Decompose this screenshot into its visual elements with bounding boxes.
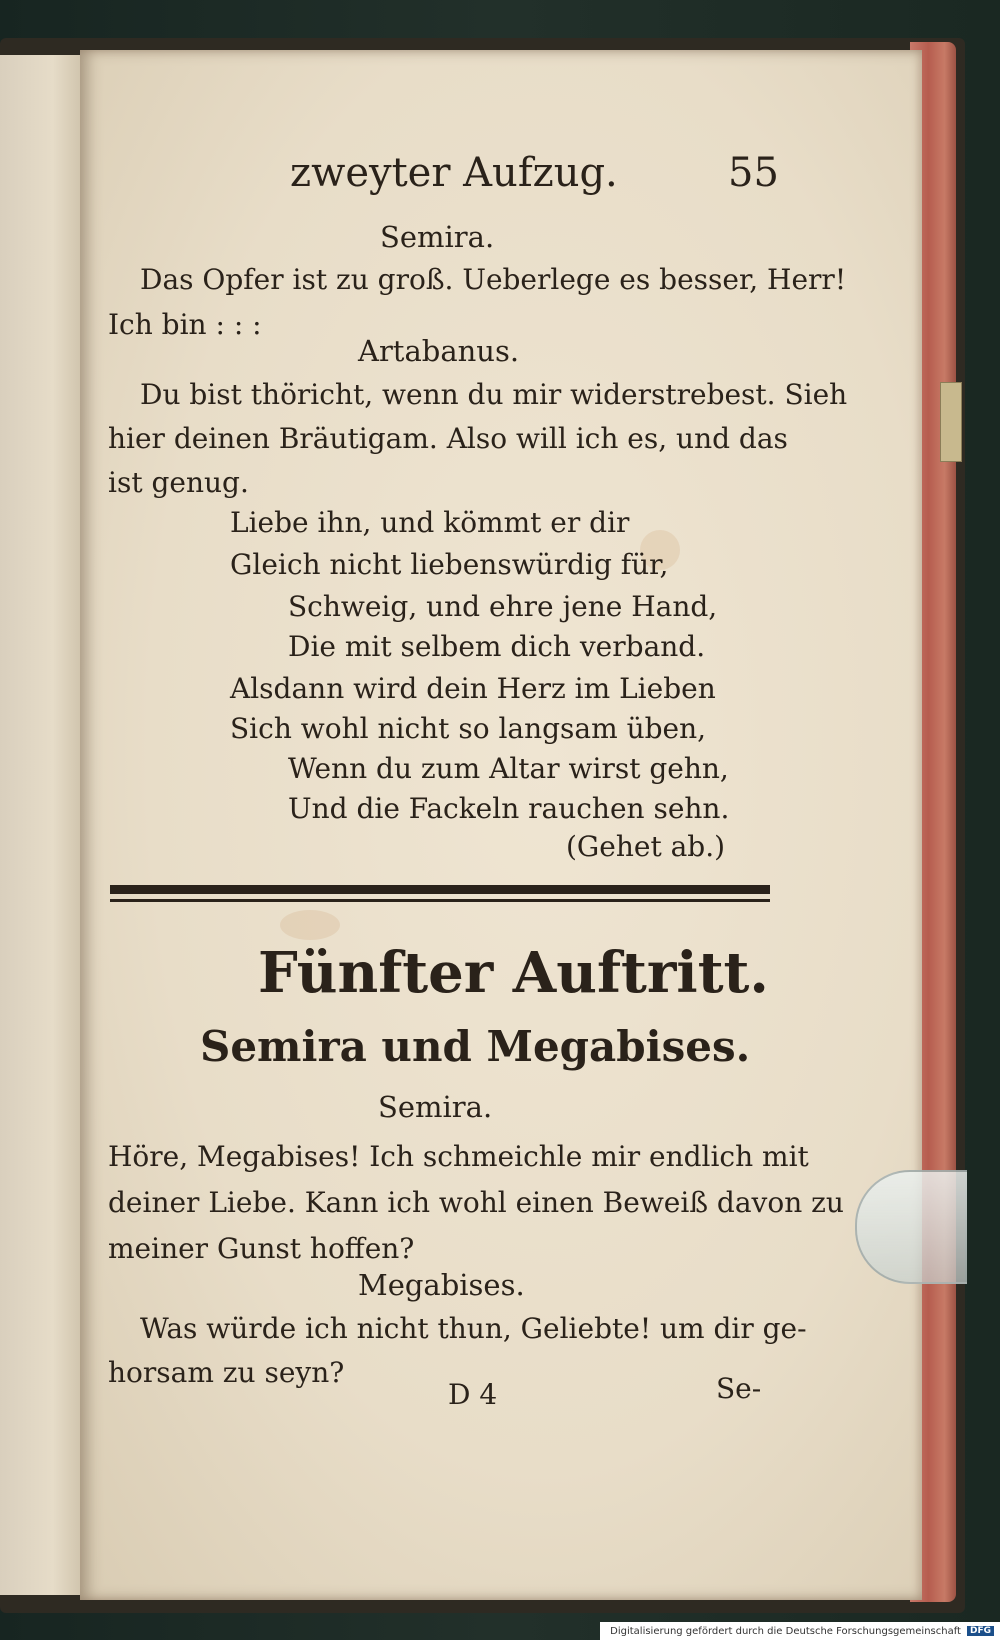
verse-line: Gleich nicht liebenswürdig für, xyxy=(230,548,669,581)
verse-line: Schweig, und ehre jene Hand, xyxy=(288,590,718,623)
speaker-name: Semira. xyxy=(380,220,495,254)
signature-mark: D 4 xyxy=(448,1378,498,1411)
dialogue-line: hier deinen Bräutigam. Also will ich es, und das xyxy=(108,422,788,455)
dialogue-line: horsam zu seyn? xyxy=(108,1356,345,1389)
bookmark-tab xyxy=(940,382,962,462)
dialogue-line: Ich bin : : : xyxy=(108,308,262,341)
speaker-name: Artabanus. xyxy=(358,334,520,368)
dialogue-line: Höre, Megabises! Ich schmeichle mir endlich mit xyxy=(108,1140,809,1173)
left-page-edge xyxy=(0,55,90,1595)
dialogue-line: meiner Gunst hoffen? xyxy=(108,1232,415,1265)
verse-line: Und die Fackeln rauchen sehn. xyxy=(288,792,730,825)
dialogue-line: ist genug. xyxy=(108,466,249,499)
dialogue-line: Das Opfer ist zu groß. Ueberlege es besser, Herr! xyxy=(140,263,847,296)
paper-stain xyxy=(280,910,340,940)
dialogue-line: Du bist thöricht, wenn du mir widerstrebest. Sieh xyxy=(140,378,848,411)
scene-title: Fünfter Auftritt. xyxy=(258,940,769,1006)
stage-direction: (Gehet ab.) xyxy=(566,830,726,863)
dialogue-line: Was würde ich nicht thun, Geliebte! um dir ge- xyxy=(140,1312,807,1345)
section-rule xyxy=(110,885,770,894)
verse-line: Alsdann wird dein Herz im Lieben xyxy=(230,672,716,705)
speaker-name: Semira. xyxy=(378,1090,493,1124)
credit-bar xyxy=(600,1622,1000,1640)
speaker-name: Megabises. xyxy=(358,1268,525,1302)
running-title: zweyter Aufzug. xyxy=(290,150,618,196)
verse-line: Wenn du zum Altar wirst gehn, xyxy=(288,752,729,785)
page-number: 55 xyxy=(728,150,779,196)
scene-characters: Semira und Megabises. xyxy=(200,1022,751,1071)
page-clip xyxy=(855,1170,967,1284)
verse-line: Sich wohl nicht so langsam üben, xyxy=(230,712,707,745)
verse-line: Die mit selbem dich verband. xyxy=(288,630,706,663)
verse-line: Liebe ihn, und kömmt er dir xyxy=(230,506,630,539)
dfg-logo: DFG xyxy=(967,1626,994,1636)
credit-text: Digitalisierung gefördert durch die Deutsche Forschungsgemeinschaft xyxy=(610,1625,961,1637)
catchword: Se- xyxy=(716,1372,762,1405)
section-rule xyxy=(110,899,770,902)
dialogue-line: deiner Liebe. Kann ich wohl einen Beweiß davon zu xyxy=(108,1186,844,1219)
